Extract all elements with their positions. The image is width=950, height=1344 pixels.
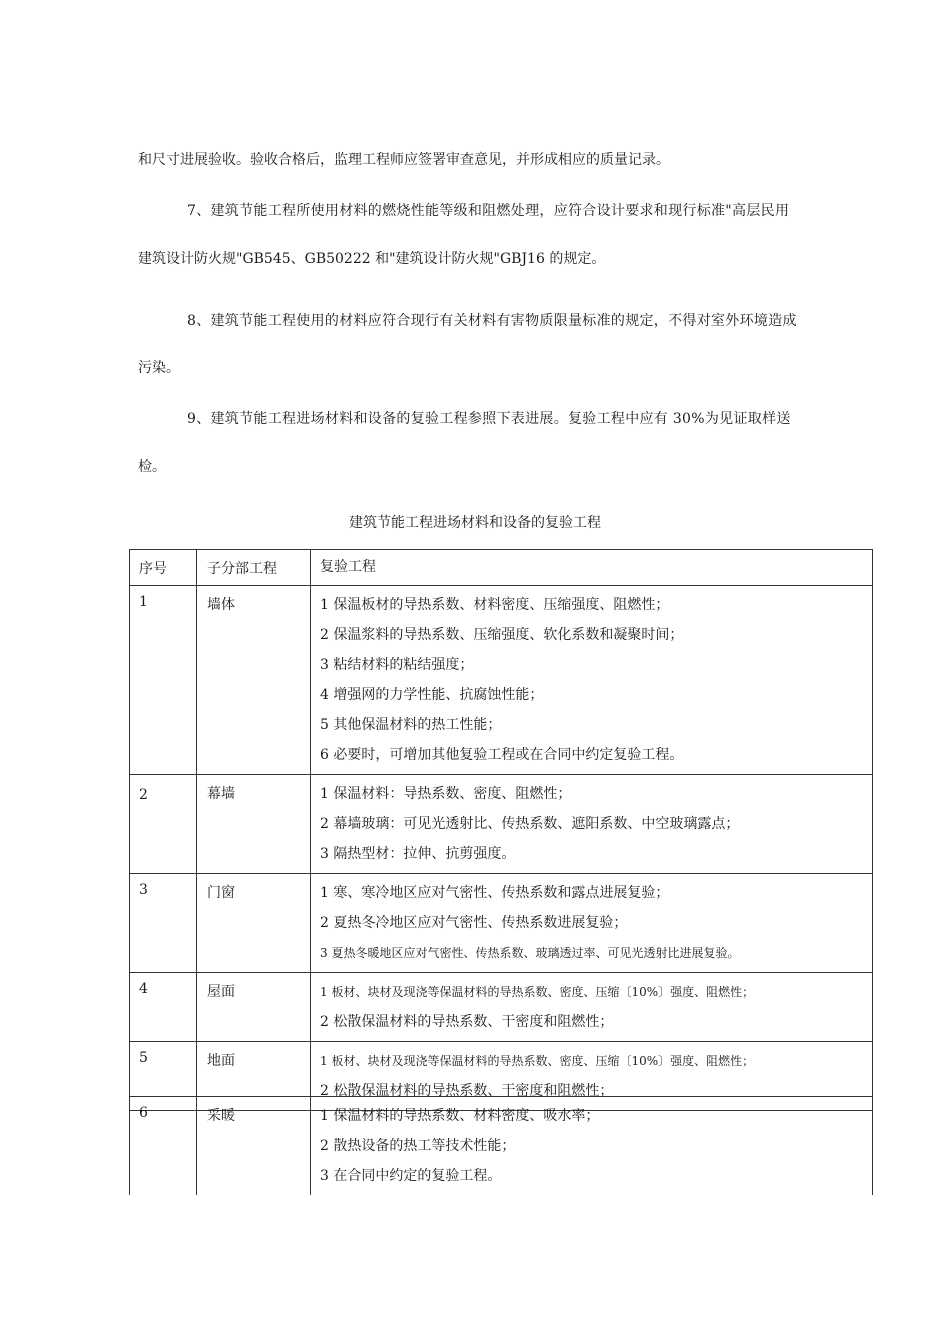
row-sub-project: 采暖 <box>197 1097 311 1196</box>
retest-item: 3 隔热型材：拉伸、抗剪强度。 <box>320 846 516 862</box>
header-sub-project: 子分部工程 <box>197 550 311 586</box>
retest-item: 2 保温浆料的导热系数、压缩强度、软化系数和凝聚时间； <box>320 627 684 643</box>
row-retest-items <box>311 1097 873 1196</box>
row-sub-project: 屋面 <box>197 973 311 1042</box>
table-row <box>130 586 873 775</box>
header-serial-no: 序号 <box>130 550 197 586</box>
row-sub-project: 地面 <box>197 1042 311 1111</box>
row-retest-items <box>311 775 873 874</box>
retest-items-table-continued <box>129 1096 873 1195</box>
paragraph-9-line-1: 9、建筑节能工程进场材料和设备的复验工程参照下表进展。复验工程中应有 30%为见证取样送 <box>187 411 791 427</box>
row-sub-project: 门窗 <box>197 874 311 973</box>
table-caption: 建筑节能工程进场材料和设备的复验工程 <box>349 515 601 531</box>
retest-item: 1 保温材料的导热系数、材料密度、吸水率； <box>320 1108 600 1124</box>
paragraph-7-line-1: 7、建筑节能工程所使用材料的燃烧性能等级和阻燃处理，应符合设计要求和现行标准"高层民用 <box>187 203 790 219</box>
retest-item: 1 保温板材的导热系数、材料密度、压缩强度、阻燃性； <box>320 597 670 613</box>
table-header-row <box>130 550 873 586</box>
retest-item: 1 板材、块材及现浇等保温材料的导热系数、密度、压缩〔10%〕强度、阻燃性； <box>320 1054 755 1068</box>
paragraph-9-line-2: 检。 <box>138 459 166 475</box>
retest-item: 6 必要时，可增加其他复验工程或在合同中约定复验工程。 <box>320 747 684 763</box>
retest-item: 1 板材、块材及现浇等保温材料的导热系数、密度、压缩〔10%〕强度、阻燃性； <box>320 985 755 999</box>
row-number: 2 <box>130 775 197 874</box>
row-number: 5 <box>130 1042 197 1111</box>
paragraph-6-continuation: 和尺寸进展验收。验收合格后，监理工程师应签署审查意见，并形成相应的质量记录。 <box>138 152 670 168</box>
paragraph-8-line-2: 污染。 <box>138 360 180 376</box>
row-sub-project: 幕墙 <box>197 775 311 874</box>
retest-items-table <box>129 549 873 1111</box>
table-row <box>130 775 873 874</box>
table-row <box>130 973 873 1042</box>
retest-item: 1 保温材料：导热系数、密度、阻燃性； <box>320 786 572 802</box>
table-row <box>130 1097 873 1196</box>
retest-item: 3 夏热冬暖地区应对气密性、传热系数、玻璃透过率、可见光透射比进展复验。 <box>320 946 740 960</box>
retest-item: 2 松散保温材料的导热系数、干密度和阻燃性； <box>320 1083 614 1099</box>
retest-item: 3 在合同中约定的复验工程。 <box>320 1168 502 1184</box>
retest-item: 2 幕墙玻璃：可见光透射比、传热系数、遮阳系数、中空玻璃露点； <box>320 816 740 832</box>
header-retest-items: 复验工程 <box>311 550 873 586</box>
retest-item: 1 寒、寒冷地区应对气密性、传热系数和露点进展复验； <box>320 885 670 901</box>
row-number: 1 <box>130 586 197 775</box>
row-number: 3 <box>130 874 197 973</box>
retest-item: 4 增强网的力学性能、抗腐蚀性能； <box>320 687 544 703</box>
retest-item: 5 其他保温材料的热工性能； <box>320 717 502 733</box>
table-row <box>130 874 873 973</box>
paragraph-8-line-1: 8、建筑节能工程使用的材料应符合现行有关材料有害物质限量标准的规定，不得对室外环境造成 <box>187 313 797 329</box>
row-retest-items <box>311 973 873 1042</box>
retest-item: 2 夏热冬冷地区应对气密性、传热系数进展复验； <box>320 915 628 931</box>
row-number: 6 <box>130 1097 197 1196</box>
row-retest-items <box>311 586 873 775</box>
row-retest-items <box>311 874 873 973</box>
row-number: 4 <box>130 973 197 1042</box>
row-sub-project: 墙体 <box>197 586 311 775</box>
paragraph-7-line-2: 建筑设计防火规"GB545、GB50222 和"建筑设计防火规"GBJ16 的规定。 <box>138 251 606 267</box>
retest-item: 3 粘结材料的粘结强度； <box>320 657 474 673</box>
retest-item: 2 散热设备的热工等技术性能； <box>320 1138 516 1154</box>
retest-item: 2 松散保温材料的导热系数、干密度和阻燃性； <box>320 1014 614 1030</box>
